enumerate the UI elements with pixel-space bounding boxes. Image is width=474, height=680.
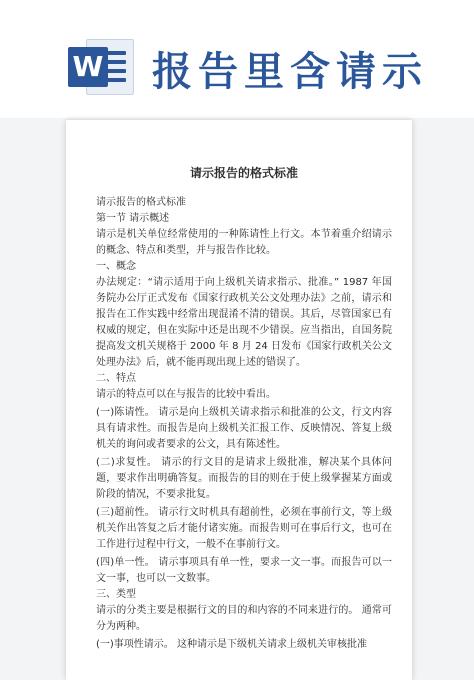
doc-paragraph: 请示是机关单位经常使用的一种陈请性上行文。本节着重介绍请示的概念、特点和类型，并与报告作比较。 bbox=[96, 229, 392, 256]
document-page bbox=[66, 120, 412, 680]
word-document-icon bbox=[68, 35, 134, 97]
doc-paragraph: (二)求复性。 请示的行文目的是请求上级批准，解决某个具体问题，要求作出明确答复。而报告的目的则在于使上级掌握某方面或阶段的情况，不要求批复。 bbox=[96, 457, 392, 500]
subsection-heading: 二、特点 bbox=[96, 373, 136, 384]
doc-paragraph: 请示的特点可以在与报告的比较中看出。 bbox=[96, 389, 276, 400]
doc-paragraph: (三)超前性。 请示行文时机具有超前性，必须在事前行文，等上级机关作出答复之后才能付诸实施。而报告则可在事后行文，也可在工作进行过程中行文，一般不在事前行文。 bbox=[96, 507, 392, 550]
doc-paragraph: (一)陈请性。 请示是向上级机关请求指示和批准的公文，行文内容具有请求性。而报告是向上级机关汇报工作、反映情况、答复上级机关的询问或者要求的公文，具有陈述性。 bbox=[96, 407, 392, 450]
header-title: 报告里含请示 bbox=[152, 49, 428, 95]
document-body bbox=[96, 150, 392, 653]
doc-paragraph: 请示的分类主要是根据行文的目的和内容的不同来进行的。 通常可分为两种。 bbox=[96, 605, 392, 632]
document-title: 请示报告的格式标准 bbox=[189, 166, 298, 180]
doc-line: 请示报告的格式标准 bbox=[96, 197, 186, 208]
word-logo-letter: W bbox=[68, 47, 108, 87]
doc-paragraph: (四)单一性。 请示事项具有单一性，要求一文一事。而报告可以一文一事，也可以一文数事。 bbox=[96, 557, 392, 584]
header-banner bbox=[0, 0, 474, 118]
doc-paragraph: 办法规定：“请示适用于向上级机关请求指示、批准。” 1987 年国务院办公厅正式发布《国家行政机关公文处理办法》之前，请示和报告在工作实践中经常出现混淆不清的错误。其后，尽管国家已有权威的规定，但在实际中还是出现不少错误。应当指出，自国务院提高发文机关规格于 2000 年 8 月 24 日发布《国家行政机关公文处理办法》后，就不能再现出现上述的错误了。 bbox=[96, 277, 392, 368]
section-heading: 第一节 请示概述 bbox=[96, 213, 170, 224]
subsection-heading: 三、类型 bbox=[96, 589, 136, 600]
doc-paragraph: (一)事项性请示。 这种请示是下级机关请求上级机关审核批准 bbox=[96, 639, 367, 650]
subsection-heading: 一、概念 bbox=[96, 261, 136, 272]
